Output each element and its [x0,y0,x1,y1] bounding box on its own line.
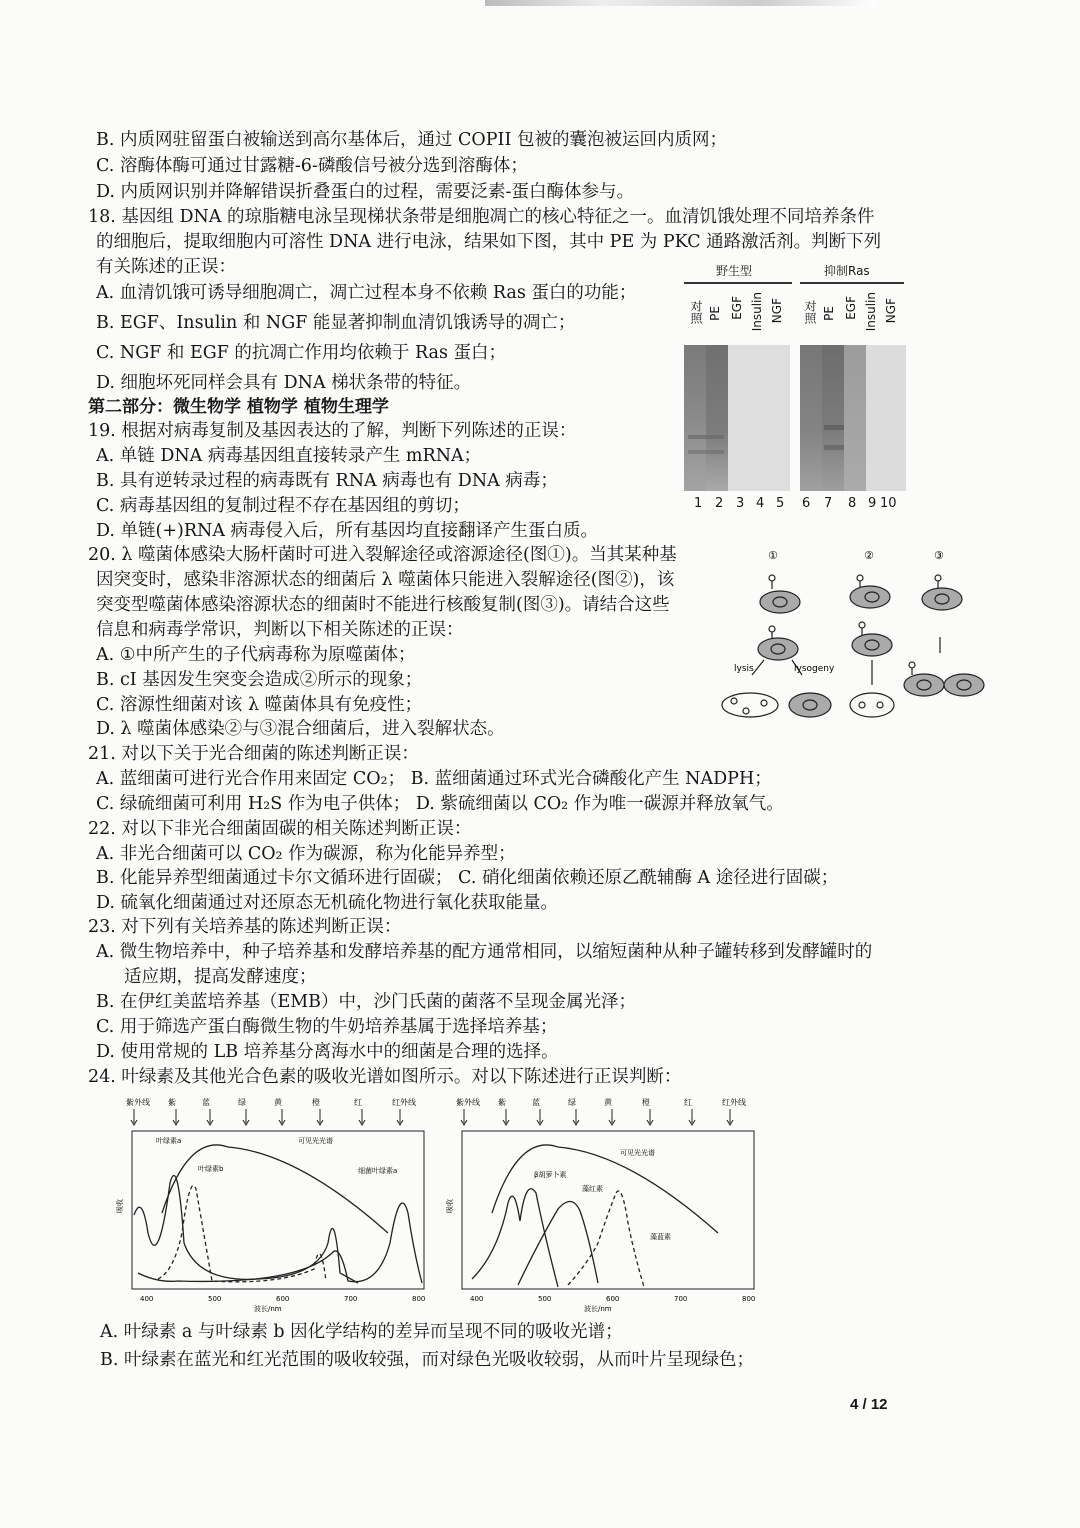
gel-lane-number: 4 [756,496,765,511]
plot-frame [462,1131,754,1289]
gel-lane-label: Insulin [864,292,878,332]
text-line: 适应期，提高发酵速度； [124,967,317,987]
gel-lane-label: PE [708,306,722,321]
text-line: 24. 叶绿素及其他光合色素的吸收光谱如图所示。对以下陈述进行正误判断： [88,1067,682,1087]
text-line: A. ①中所产生的子代病毒称为原噬菌体； [96,645,416,665]
gel-lane-label: NGF [884,298,898,324]
text-line: B. cI 基因发生突变会造成②所示的现象； [96,670,423,690]
band-label: 红 [684,1098,692,1107]
gel-lane-number: 5 [776,496,785,511]
text-line: 21. 对以下关于光合细菌的陈述判断正误： [88,744,419,764]
gel-lane-number: 6 [802,496,811,511]
panel-label: ② [864,549,874,562]
text-line: B. EGF、Insulin 和 NGF 能显著抑制血清饥饿诱导的凋亡； [96,313,576,333]
gel-lane-number: 7 [824,496,833,511]
gel-figure [684,258,916,520]
text-line: B. 具有逆转录过程的病毒既有 RNA 病毒也有 DNA 病毒； [96,471,558,491]
text-line: A. 单链 DNA 病毒基因组直接转录产生 mRNA； [96,446,482,466]
text-line: D. 硫氧化细菌通过对还原态无机硫化物进行氧化获取能量。 [96,893,559,913]
text-line: A. 非光合细菌可以 CO₂ 作为碳源，称为化能异养型； [96,844,516,864]
panel-label: ③ [934,549,944,562]
band-label: 黄 [604,1098,612,1107]
chlorophyll-a-curve [134,1176,358,1284]
text-line: 有关陈述的正误： [96,257,236,277]
gel-lane-label: EGF [844,296,858,320]
text-line: 突变型噬菌体感染溶源状态的细菌时不能进行核酸复制(图③)。请结合这些 [96,595,670,615]
gel-lane-label: NGF [770,298,784,324]
band-label: 蓝 [532,1098,540,1107]
band-label: 红 [354,1098,362,1107]
text-line: C. 绿硫细菌可利用 H₂S 作为电子供体； D. 紫硫细菌以 CO₂ 作为唯一碳源并释放氧气。 [96,794,784,814]
text-line: A. 叶绿素 a 与叶绿素 b 因化学结构的差异而呈现不同的吸收光谱； [100,1322,623,1342]
x-tick-label: 500 [208,1295,222,1303]
text-line: B. 叶绿素在蓝光和红光范围的吸收较强，而对绿色光吸收较弱，从而叶片呈现绿色； [100,1350,754,1370]
curve-label: 可见光光谱 [620,1149,655,1157]
text-line: B. 内质网驻留蛋白被输送到高尔基体后，通过 COPII 包被的囊泡被运回内质网； [96,130,727,150]
text-line: A. 微生物培养中，种子培养基和发酵培养基的配方通常相同，以缩短菌种从种子罐转移到发酵罐时的 [96,942,873,962]
x-tick-label: 400 [470,1295,484,1303]
gel-panel-wild [684,345,790,491]
band-label: 红外线 [392,1098,416,1107]
gel-lane-label: 对照 [689,300,703,324]
gel-lane-label: 对照 [803,300,817,324]
text-line: 22. 对以下非光合细菌固碳的相关陈述判断正误： [88,819,472,839]
text-line: C. 溶源性细菌对该 λ 噬菌体具有免疫性； [96,695,423,715]
text-line: D. 细胞坏死同样会具有 DNA 梯状条带的特征。 [96,373,472,393]
x-tick-label: 600 [276,1295,290,1303]
x-axis-label: 波长/nm [254,1305,282,1313]
text-line: 因突变时，感染非溶源状态的细菌后 λ 噬菌体只能进入裂解途径(图②)，该 [96,570,675,590]
x-tick-label: 400 [140,1295,154,1303]
lambda-figure [712,545,992,725]
band-label: 紫 [498,1098,506,1107]
gel-group-inhibit: 抑制Ras [824,264,870,278]
phycocyanin-curve [568,1191,644,1287]
text-line: B. 化能异养型细菌通过卡尔文循环进行固碳； C. 硝化细菌依赖还原乙酰辅酶 A 途径进行固碳； [96,868,839,888]
curve-label: 可见光光谱 [298,1137,333,1145]
x-tick-label: 700 [344,1295,358,1303]
text-line: C. 溶酶体酶可通过甘露糖-6-磷酸信号被分选到溶酶体； [96,156,528,176]
bacteriochlorophyll-a-curve [138,1203,422,1283]
x-axis-label: 波长/nm [584,1305,612,1313]
x-tick-label: 800 [412,1295,426,1303]
lysogeny-label: lysogeny [794,664,835,674]
text-line: A. 蓝细菌可进行光合作用来固定 CO₂； B. 蓝细菌通过环式光合磷酸化产生 NADPH； [96,769,772,789]
band-label: 橙 [312,1098,320,1107]
band-label: 紫外线 [456,1098,480,1107]
text-line: D. λ 噬菌体感染②与③混合细菌后，进入裂解状态。 [96,719,505,739]
text-line: D. 单链(+)RNA 病毒侵入后，所有基因均直接翻译产生蛋白质。 [96,521,599,541]
gel-lane-number: 8 [848,496,857,511]
text-line: 23. 对下列有关培养基的陈述判断正误： [88,917,402,937]
scan-artifact [485,0,875,6]
x-tick-label: 800 [742,1295,756,1303]
text-line: D. 使用常规的 LB 培养基分离海水中的细菌是合理的选择。 [96,1042,559,1062]
text-line: C. NGF 和 EGF 的抗凋亡作用均依赖于 Ras 蛋白； [96,343,507,363]
phycoerythrin-curve [518,1201,598,1285]
text-line: D. 内质网识别并降解错误折叠蛋白的过程，需要泛素-蛋白酶体参与。 [96,182,634,202]
gel-panel-inhibit [800,345,906,491]
text-line: 20. λ 噬菌体感染大肠杆菌时可进入裂解途径或溶源途径(图①)。当其某种基 [88,545,677,565]
visible-spectrum-curve [492,1145,718,1233]
panel-label: ① [768,549,778,562]
x-tick-label: 500 [538,1295,552,1303]
gel-group-wild: 野生型 [716,264,753,278]
y-axis-label: 吸收 [446,1199,454,1213]
gel-lane-label: EGF [730,296,744,320]
text-line: B. 在伊红美蓝培养基（EMB）中，沙门氏菌的菌落不呈现金属光泽； [96,992,637,1012]
gel-lane-number: 2 [715,496,724,511]
text-line: 19. 根据对病毒复制及基因表达的了解，判断下列陈述的正误： [88,421,577,441]
section-heading: 第二部分：微生物学 植物学 植物生理学 [88,397,389,417]
text-line: 的细胞后，提取细胞内可溶性 DNA 进行电泳，结果如下图，其中 PE 为 PKC 通路激活剂。判断下列 [96,232,882,252]
band-label: 绿 [568,1098,576,1107]
curve-label: 藻红素 [582,1185,603,1193]
gel-lane-number: 3 [736,496,745,511]
band-label: 黄 [274,1098,282,1107]
curve-label: 叶绿素b [198,1165,224,1173]
text-line: C. 病毒基因组的复制过程不存在基因组的剪切； [96,496,470,516]
gel-lane-number: 1 [694,496,703,511]
text-line: 信息和病毒学常识，判断以下相关陈述的正误： [96,620,464,640]
band-label: 橙 [642,1098,650,1107]
text-line: A. 血清饥饿可诱导细胞凋亡，凋亡过程本身不依赖 Ras 蛋白的功能； [96,283,637,303]
lysis-label: lysis [734,664,754,674]
absorption-spectrum-right [448,1093,768,1311]
gel-group-line [684,282,792,284]
x-tick-label: 600 [606,1295,620,1303]
curve-label: 细菌叶绿素a [358,1167,398,1175]
y-axis-label: 吸收 [116,1199,124,1213]
band-label: 绿 [238,1098,246,1107]
gel-lane-label: PE [822,306,836,321]
gel-lane-number: 9 [868,496,877,511]
text-line: 18. 基因组 DNA 的琼脂糖电泳呈现梯状条带是细胞凋亡的核心特征之一。血清饥饿处理不同培养条件 [88,207,875,227]
beta-carotene-curve [472,1189,558,1287]
band-label: 紫外线 [126,1098,150,1107]
curve-label: β胡萝卜素 [534,1171,567,1179]
band-label: 红外线 [722,1098,746,1107]
gel-lane-number: 10 [880,496,897,511]
curve-label: 叶绿素a [156,1137,182,1145]
absorption-spectrum-left [118,1093,438,1311]
band-label: 蓝 [202,1098,210,1107]
curve-label: 藻蓝素 [650,1233,671,1241]
gel-group-line [800,282,904,284]
text-line: C. 用于筛选产蛋白酶微生物的牛奶培养基属于选择培养基； [96,1017,558,1037]
page-number: 4 / 12 [850,1396,888,1413]
x-tick-label: 700 [674,1295,688,1303]
band-label: 紫 [168,1098,176,1107]
gel-lane-label: Insulin [750,292,764,332]
